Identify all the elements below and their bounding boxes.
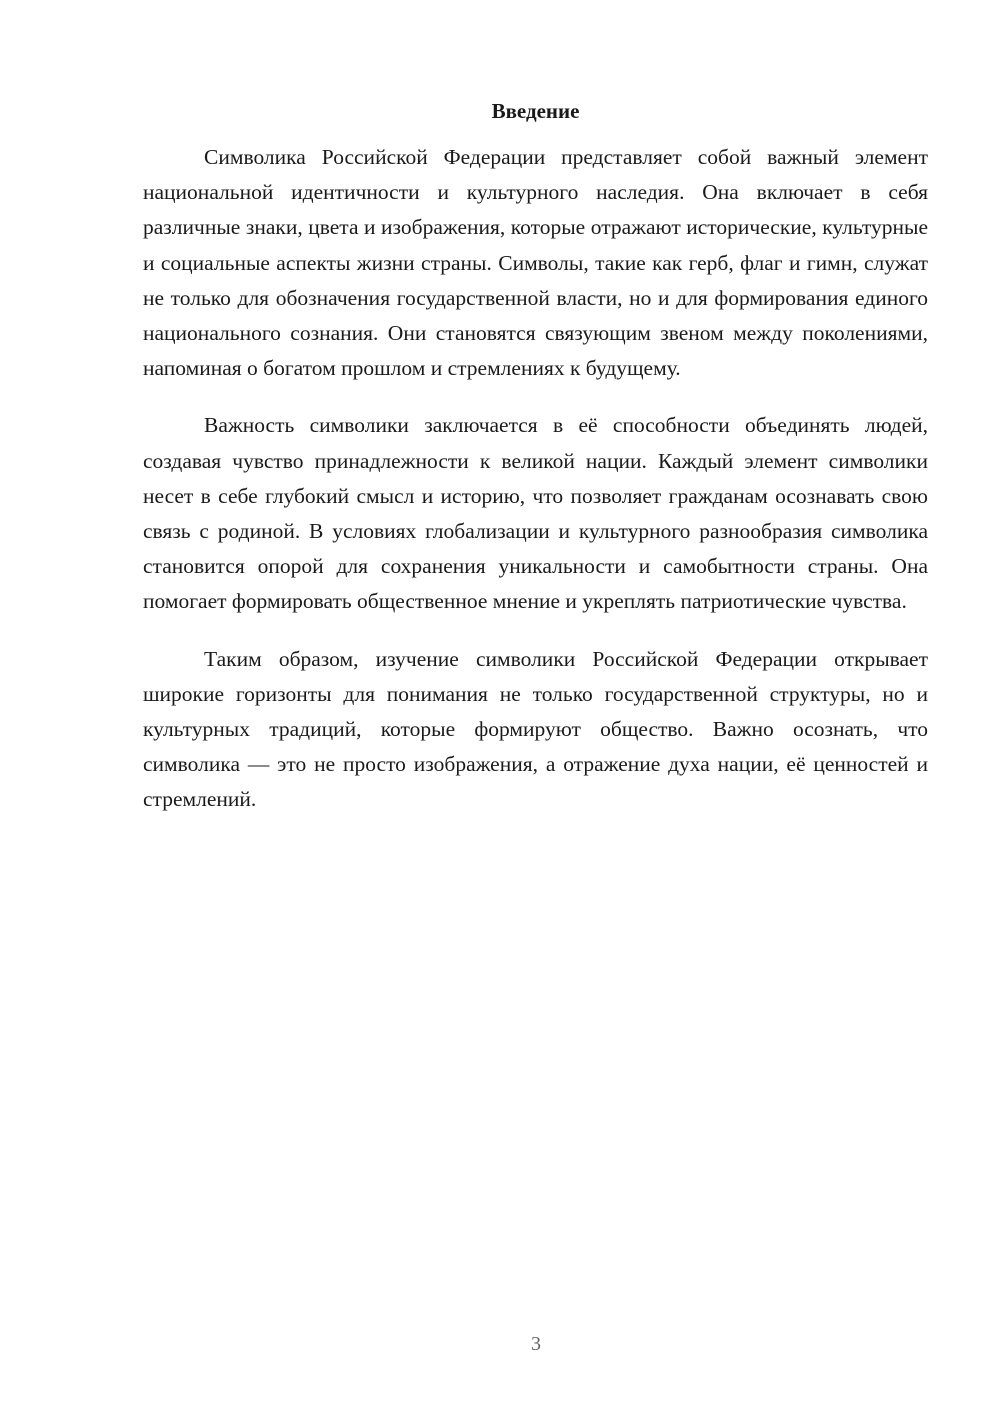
paragraph-3: Таким образом, изучение символики Российской Федерации открывает широкие горизонты для понимания не только государственной структуры, но и культурных традиций, которые формируют общество. Важно осознать, что символика — это не просто изображения, а отражение духа нации, её ценностей и стремлений. <box>143 646 928 812</box>
page-number: 3 <box>531 1333 541 1355</box>
paragraph-1: Символика Российской Федерации представляет собой важный элемент национальной идентичности и культурного наследия. Она включает в себя различные знаки, цвета и изображения, которые отражают исторические, культурные и социальные аспекты жизни страны. Символы, такие как герб, флаг и гимн, служат не только для обозначения государственной власти, но и для формирования единого национального сознания. Они становятся связующим звеном между поколениями, напоминая о богатом прошлом и стремлениях к будущему. <box>143 145 928 381</box>
section-title: Введение <box>491 99 580 123</box>
paragraph-2: Важность символики заключается в её способности объединять людей, создавая чувство принадлежности к великой нации. Каждый элемент символики несет в себе глубокий смысл и историю, что позволяет гражданам осознавать свою связь с родиной. В условиях глобализации и культурного разнообразия символика становится опорой для сохранения уникальности и самобытности страны. Она помогает формировать общественное мнение и укреплять патриотические чувства. <box>143 413 928 614</box>
page-content <box>143 96 928 840</box>
